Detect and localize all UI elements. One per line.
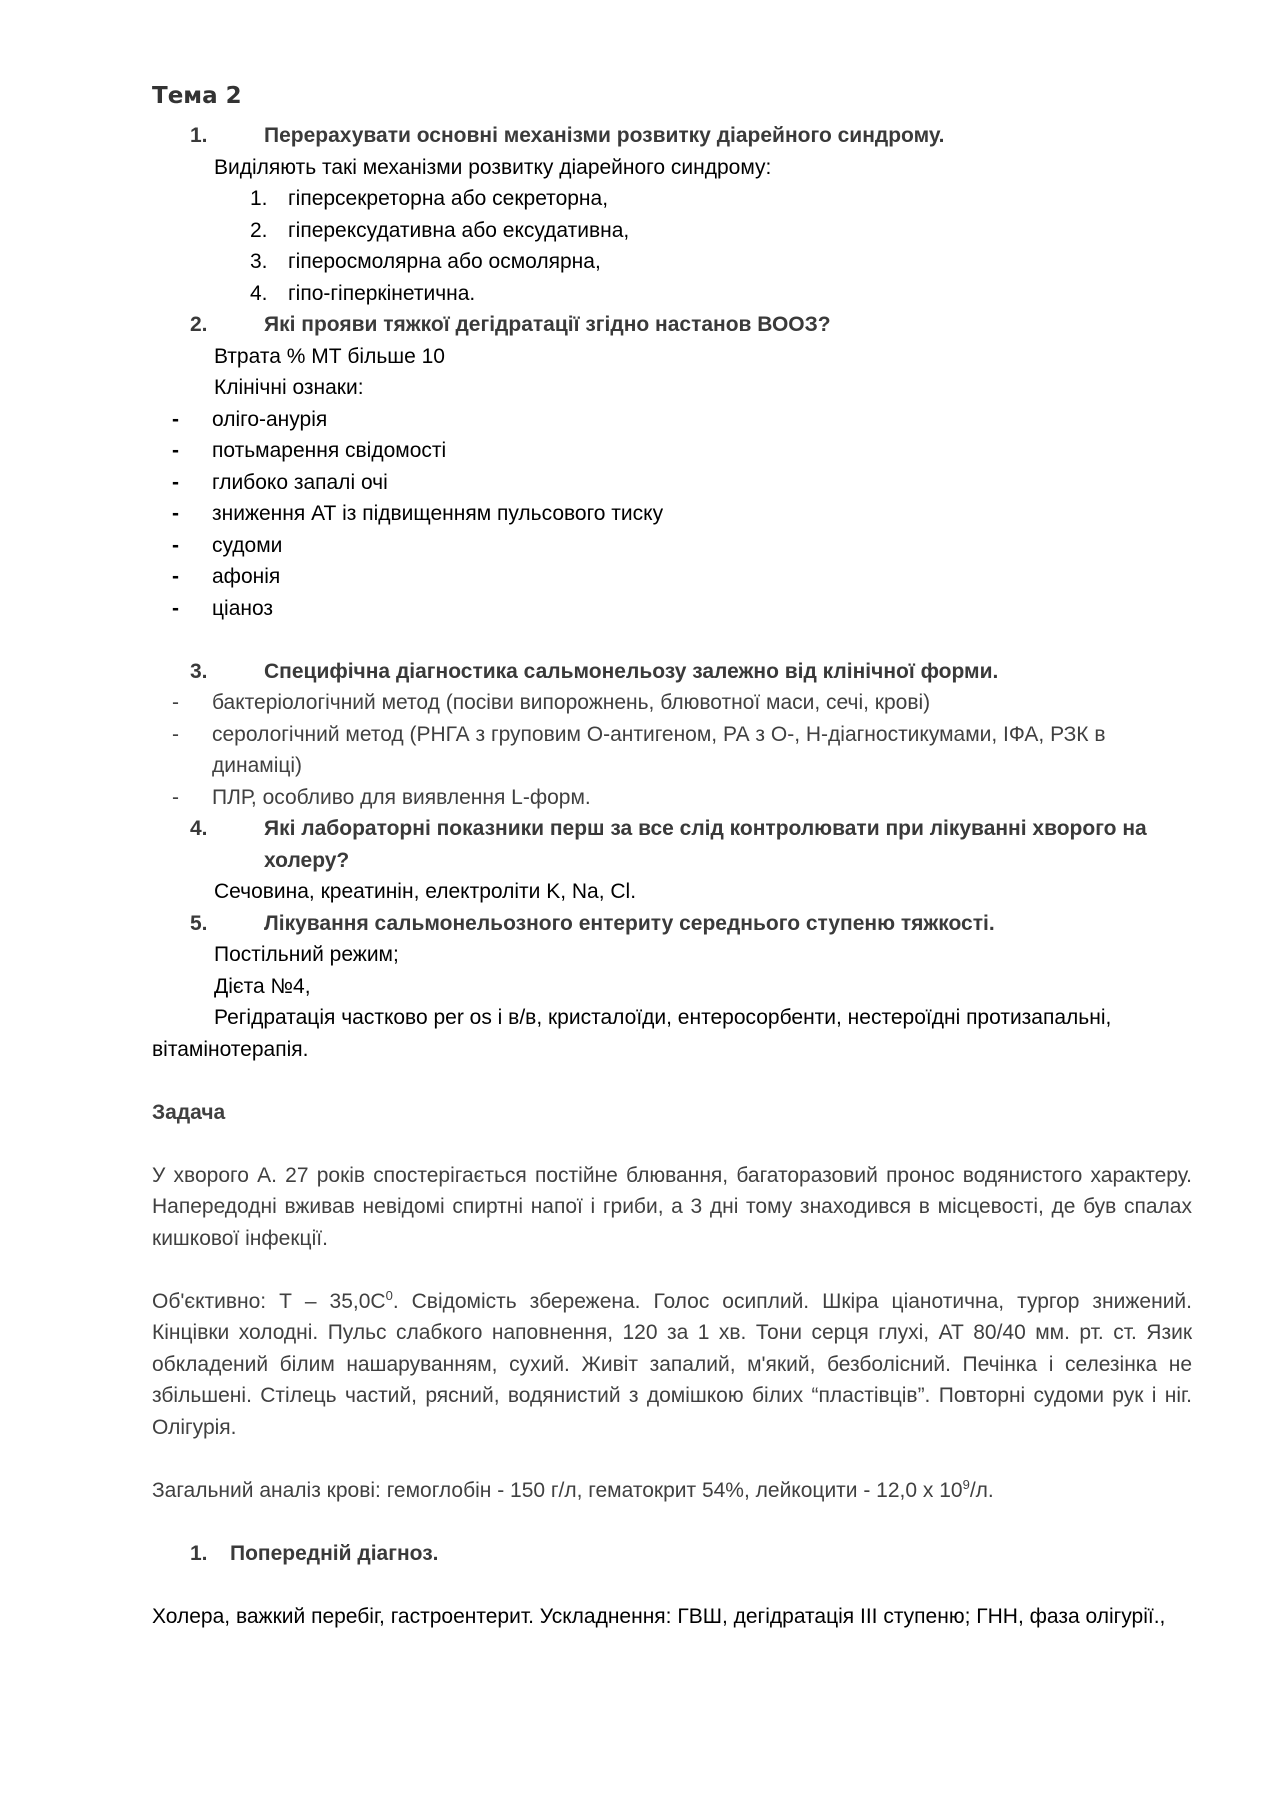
question-text: Лікування сальмонельозного ентериту середнього ступеню тяжкості.: [264, 911, 995, 935]
q5-line1: Постільний режим;: [214, 943, 399, 966]
q5-line3: Регідратація частково per os і в/в, кристалоїди, ентеросорбенти, нестероїдні протизапальні, вітамінотерапія.: [152, 1006, 1112, 1061]
task-paragraph-2: Об'єктивно: Т – $35,0С^0$. Свідомість збережена. Голос осиплий. Шкіра ціанотична, тургор знижений. Кінцівки холодні. Пульс слабкого наповнення, 120 за 1 хв. Тони серця глухі, АТ 80/40 мм. рт. ст. Язик обкладений білим нашаруванням, сухий. Живіт запалий, м'який, безболісний. Печінка і селезінка не збільшені. Стілець частий, рясний, водянистий з домішкою білих “пластівців”. Повторні судоми рук і ніг. Олігурія.: [152, 1287, 1192, 1439]
q2-line1: Втрата % МТ більше 10: [214, 344, 445, 368]
question-5: [152, 908, 1192, 940]
question-2: [152, 309, 1192, 341]
list-item: - оліго-анурія: [172, 407, 328, 431]
question-number: 2.: [190, 313, 208, 336]
q3-list: [112, 687, 1192, 813]
task-heading: Задача: [152, 1100, 226, 1124]
q1-intro: Виділяють такі механізми розвитку діарейного синдрому:: [214, 155, 772, 179]
list-item: - бактеріологічний метод (посіви випорожнень, блювотної маси, сечі, крові): [172, 691, 931, 714]
question-number: 1.: [190, 124, 208, 147]
question-text: Специфічна діагностика сальмонельозу залежно від клінічної форми.: [264, 659, 999, 683]
list-item: 3. гіперосмолярна або осмолярна,: [250, 250, 601, 273]
question-text: Перерахувати основні механізми розвитку діарейного синдрому.: [264, 124, 945, 147]
diagnosis-question: 1. Попередній діагноз.: [190, 1541, 439, 1565]
diagnosis-answer: Холера, важкий перебіг, гастроентерит. Ускладнення: ГВШ, дегідратація ІІІ ступеню; ГНН, фаза олігурії.,: [152, 1604, 1166, 1628]
list-item: 1. гіперсекреторна або секреторна,: [250, 187, 609, 210]
q1-list: [152, 183, 1192, 309]
question-text: Які прояви тяжкої дегідратації згідно настанов ВООЗ?: [264, 313, 831, 336]
list-item: 2. гіперексудативна або ексудативна,: [250, 218, 630, 242]
page-title: Тема 2: [152, 83, 242, 109]
question-4: [152, 813, 1192, 876]
list-item: - ПЛР, особливо для виявлення L-форм.: [172, 785, 591, 809]
question-number: 5.: [190, 911, 208, 935]
question-number: 3.: [190, 659, 208, 683]
task-paragraph-1: У хворого А. 27 років спостерігається постійне блювання, багаторазовий пронос водянистого характеру. Напередодні вживав невідомі спиртні напої і гриби, а 3 дні тому знаходився в місцевості, де був спалах кишкової інфекції.: [152, 1163, 1192, 1250]
question-text: Які лабораторні показники перш за все слід контролювати при лікуванні хворого на холеру?: [264, 817, 1147, 872]
q5-line2: Дієта №4,: [214, 974, 311, 998]
question-3: [152, 656, 1192, 688]
q2-line2: Клінічні ознаки:: [214, 376, 364, 399]
question-number: 4.: [190, 817, 208, 840]
list-item: - потьмарення свідомості: [172, 439, 447, 462]
question-1: [152, 120, 1192, 152]
document-page: [152, 78, 1192, 1632]
q4-answer: Сечовина, креатинін, електроліти K, Na, Cl.: [214, 880, 637, 903]
list-item: - судоми: [172, 533, 283, 557]
list-item: - зниження АТ із підвищенням пульсового тиску: [172, 502, 664, 525]
task-paragraph-3: Загальний аналіз крові: гемоглобін - 150 г/л, гематокрит 54%, лейкоцити - 12,0 х $10^9/л$.: [152, 1476, 994, 1502]
q2-list: [112, 404, 1192, 625]
list-item: - глибоко запалі очі: [172, 470, 388, 494]
list-item: 4. гіпо-гіперкінетична.: [250, 281, 476, 305]
list-item: - ціаноз: [172, 596, 274, 620]
list-item: - афонія: [172, 565, 281, 588]
list-item: - серологічний метод (РНГА з груповим О-антигеном, РА з О-, Н-діагностикумами, ІФА, РЗК в динаміці): [172, 722, 1106, 777]
